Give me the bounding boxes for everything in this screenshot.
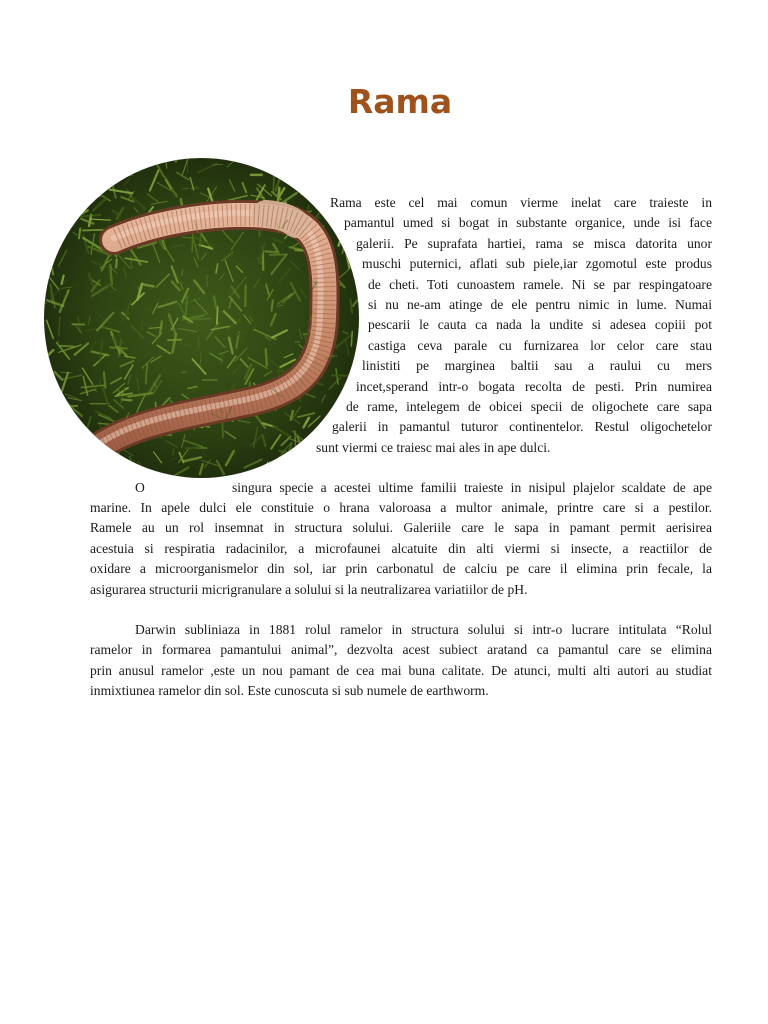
text-line: galerii. Pe suprafata hartiei, rama se misca datorita unor [356, 235, 712, 251]
paragraph-2-first-line: singura specie a acestei ultime familii traieste in nisipul plajelor scaldate de ape [232, 480, 712, 495]
page-title: Rama [347, 82, 453, 121]
text-line: acestuia si respiratia radacinilor, a microfaunei alcatuite din alti viermi si insecte, a reactiilor de [90, 540, 712, 556]
text-line: pescarii le cauta ca nada la undite si adesea copiii pot [368, 317, 712, 333]
text-line: Rama este cel mai comun vierme inelat care traieste in [330, 195, 712, 210]
text-line: Darwin subliniaza in 1881 rolul ramelor in structura solului si intr-o lucrare intitulata “Rolul [135, 622, 712, 637]
text-line: ramelor in formarea pamantului animal”, dezvolta acest subiect aratand ca pamantul care se elimina [90, 642, 712, 658]
text-line: de cheti. Toti cunoastem ramele. Ni se par respingatoare [368, 276, 712, 292]
earthworm-photo [44, 158, 359, 478]
text-line: Ramele au un rol insemnat in structura solului. Galeriile care le sapa in pamant permit aerisirea [90, 520, 712, 536]
text-line: prin anusul ramelor ,este un nou pamant de cea mai buna calitate. De atunci, multi alti autori au studiat [90, 662, 712, 678]
text-line: castiga ceva parale cu furnizarea lor celor care stau [368, 337, 712, 353]
text-line: inmixtiunea ramelor din sol. Este cunoscuta si sub numele de earthworm. [90, 683, 489, 699]
text-line: sunt viermi ce traiesc mai ales in ape dulci. [316, 439, 551, 455]
text-line: incet,sperand intr-o bogata recolta de pesti. Prin numirea [356, 378, 712, 394]
text-line: si nu ne-am atinge de ele pentru nimic in lume. Numai [368, 297, 712, 312]
paragraph-2-lead: O [135, 480, 145, 495]
text-line: de rame, intelegem de obicei specii de oligochete care sapa [346, 399, 712, 414]
text-line: galerii in pamantul tuturor continentelor. Restul oligochetelor [332, 419, 712, 435]
earthworm-image [44, 158, 359, 478]
text-line: pamantul umed si bogat in substante organice, unde isi face [344, 215, 712, 231]
text-line: muschi puternici, aflati sub piele,iar zgomotul este produs [362, 256, 712, 272]
text-line: oxidare a microorganismelor din sol, iar prin carbonatul de calciu pe care il elimina prin fecale, la [90, 561, 712, 577]
text-line: marine. In apele dulci ele constituie o hrana valoroasa a multor animale, printre care si a pestilor. [90, 500, 712, 515]
text-line: asigurarea structurii micrigranulare a solului si la neutralizarea variatiilor de pH. [90, 581, 528, 597]
text-line: linistiti pe marginea baltii sau a raului cu mers [362, 358, 712, 374]
